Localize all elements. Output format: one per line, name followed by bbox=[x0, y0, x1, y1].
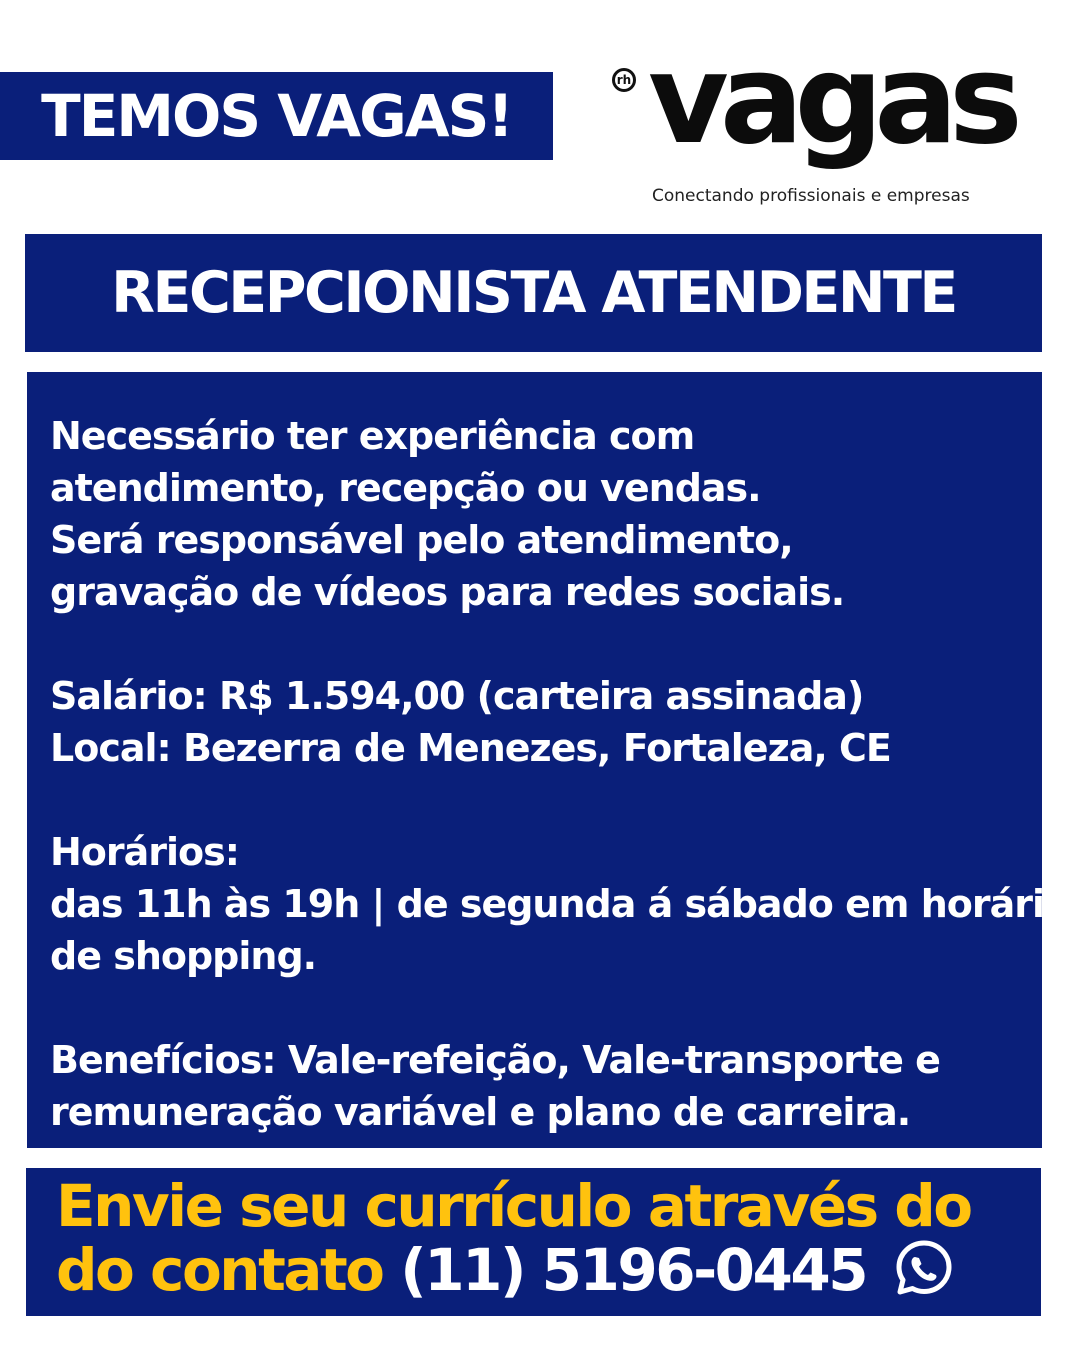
salary-location bbox=[50, 670, 1042, 774]
benefits-line: remuneração variável e plano de carreira. bbox=[50, 1090, 911, 1134]
logo-tagline: Conectando profissionais e empresas bbox=[652, 186, 970, 206]
phone-number[interactable]: (11) 5196-0445 bbox=[400, 1236, 867, 1304]
benefits bbox=[50, 1034, 1042, 1138]
header-badge-text: TEMOS VAGAS! bbox=[41, 82, 512, 150]
logo-wordmark: vagas bbox=[648, 28, 1014, 172]
location-text: Local: Bezerra de Menezes, Fortaleza, CE bbox=[50, 726, 891, 770]
header-badge bbox=[0, 72, 553, 160]
job-title: RECEPCIONISTA ATENDENTE bbox=[111, 260, 956, 326]
contact-cta bbox=[26, 1168, 1041, 1316]
vagas-logo bbox=[612, 28, 1022, 210]
hours-line: de shopping. bbox=[50, 934, 317, 978]
hours-line: das 11h às 19h | de segunda á sábado em horário bbox=[50, 882, 1070, 926]
hours-label: Horários: bbox=[50, 830, 239, 874]
salary-text: Salário: R$ 1.594,00 (carteira assinada) bbox=[50, 674, 864, 718]
whatsapp-icon[interactable] bbox=[894, 1238, 954, 1310]
rh-mark: rh bbox=[612, 68, 636, 92]
cta-line-2-prefix: do contato bbox=[56, 1236, 383, 1304]
job-details-panel bbox=[27, 372, 1070, 1148]
cta-line-1: Envie seu currículo através do bbox=[56, 1172, 971, 1240]
description-line: Necessário ter experiência com bbox=[50, 414, 695, 458]
description-line: gravação de vídeos para redes sociais. bbox=[50, 570, 845, 614]
job-title-banner bbox=[25, 234, 1042, 352]
description-line: atendimento, recepção ou vendas. bbox=[50, 466, 761, 510]
work-hours bbox=[50, 826, 1070, 982]
job-description bbox=[50, 410, 1042, 618]
description-line: Será responsável pelo atendimento, bbox=[50, 518, 793, 562]
benefits-line: Benefícios: Vale-refeição, Vale-transporte e bbox=[50, 1038, 940, 1082]
